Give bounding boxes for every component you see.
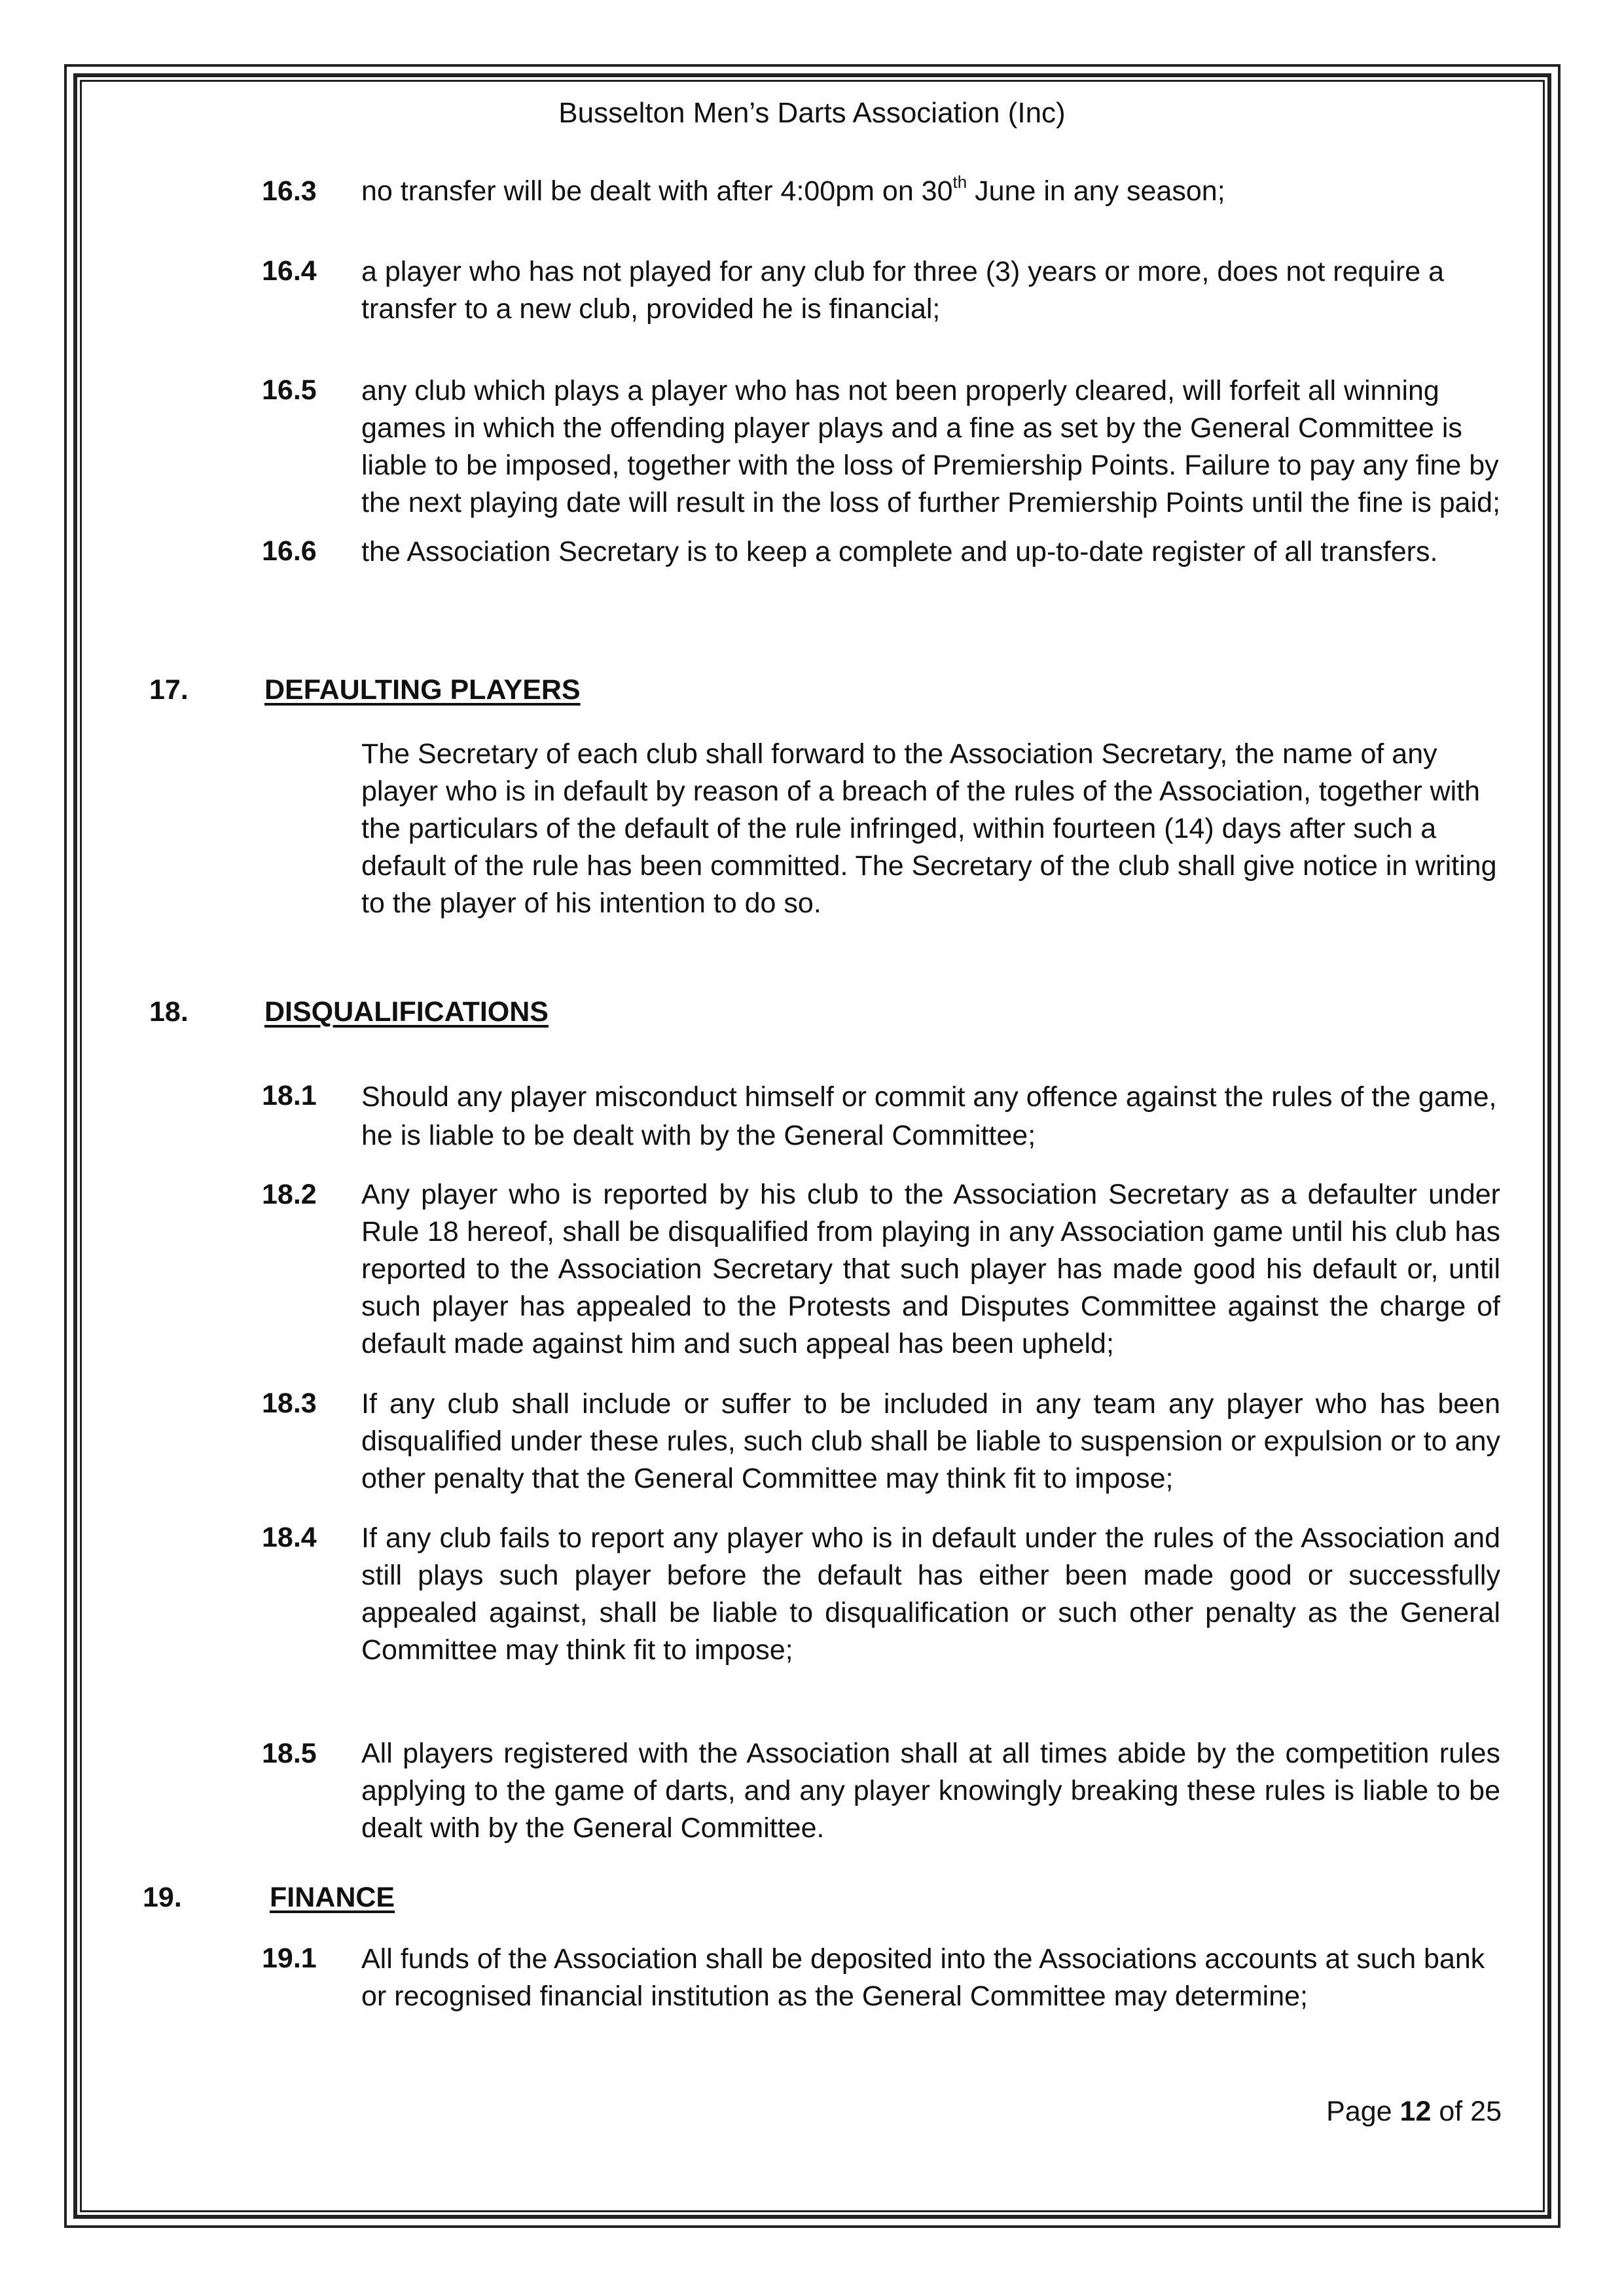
item-number-16-4: 16.4 bbox=[262, 255, 317, 287]
section-title-18: DISQUALIFICATIONS bbox=[264, 996, 549, 1028]
item-text-16-4: a player who has not played for any club for three (3) years or more, does not require a transfer to a new club, provided he is financial; bbox=[361, 256, 1444, 325]
item-text-18-2: Any player who is reported by his club to the Association Secretary as a defaulter under Rule 18 hereof, shall be disqualified from playing in any Association game until his club has reported to the Association Secretary that such player has made good his default or, until such player has appealed to the Protests and Disputes Committee against the charge of default made against him and such appeal has been upheld; bbox=[361, 1179, 1500, 1359]
item-number-18-4: 18.4 bbox=[262, 1522, 317, 1553]
item-number-16-6: 16.6 bbox=[262, 535, 317, 567]
item-text-19-1: All funds of the Association shall be deposited into the Associations accounts at such bank or recognised financial institution as the General Committee may determine; bbox=[361, 1943, 1485, 2012]
section-number-17: 17. bbox=[149, 674, 189, 706]
section-text-17: The Secretary of each club shall forward to the Association Secretary, the name of any player who is in default by reason of a breach of the rules of the Association, together with the particulars of the default of the rule infringed, within fourteen (14) days after such a default of the rule has been committed. The Secretary of the club shall give notice in writing to the player of his intention to do so. bbox=[361, 738, 1497, 919]
document-header: Busselton Men’s Darts Association (Inc) bbox=[558, 97, 1066, 129]
section-number-19: 19. bbox=[143, 1882, 182, 1913]
item-number-18-1: 18.1 bbox=[262, 1080, 317, 1111]
page-number: Page 12 of 25 bbox=[1326, 2096, 1502, 2127]
item-number-16-5: 16.5 bbox=[262, 374, 317, 406]
item-text-16-5: any club which plays a player who has not been properly cleared, will forfeit all winning games in which the offending player plays and a fine as set by the General Committee is liable to be imposed, together with the loss of Premiership Points. Failure to pay any fine by the next playing date will result in the loss of further Premiership Points until the fine is paid; bbox=[361, 375, 1501, 518]
item-text-18-4: If any club fails to report any player who is in default under the rules of the Association and still plays such player before the default has either been made good or successfully appealed against, shall be liable to disqualification or such other penalty as the General Committee may think fit to impose; bbox=[361, 1522, 1500, 1666]
section-number-18: 18. bbox=[149, 996, 189, 1028]
item-text-18-5: All players registered with the Association shall at all times abide by the competition rules applying to the game of darts, and any player knowingly breaking these rules is liable to be dealt with by the General Committee. bbox=[361, 1738, 1500, 1844]
item-text-18-3: If any club shall include or suffer to be included in any team any player who has been disqualified under these rules, such club shall be liable to suspension or expulsion or to any other penalty that the General Committee may think fit to impose; bbox=[361, 1388, 1500, 1494]
item-number-16-3: 16.3 bbox=[262, 175, 317, 207]
section-title-19: FINANCE bbox=[270, 1882, 395, 1913]
item-number-18-3: 18.3 bbox=[262, 1388, 317, 1419]
item-number-19-1: 19.1 bbox=[262, 1943, 317, 1974]
item-text-16-6: the Association Secretary is to keep a complete and up-to-date register of all transfers. bbox=[361, 536, 1438, 567]
item-text-16-3: no transfer will be dealt with after 4:00pm on 30th June in any season; bbox=[361, 171, 1225, 207]
item-text-18-1: Should any player misconduct himself or commit any offence against the rules of the game, he is liable to be dealt with by the General Committee; bbox=[361, 1081, 1497, 1151]
item-number-18-2: 18.2 bbox=[262, 1179, 317, 1210]
section-title-17: DEFAULTING PLAYERS bbox=[264, 674, 581, 706]
item-number-18-5: 18.5 bbox=[262, 1738, 317, 1769]
